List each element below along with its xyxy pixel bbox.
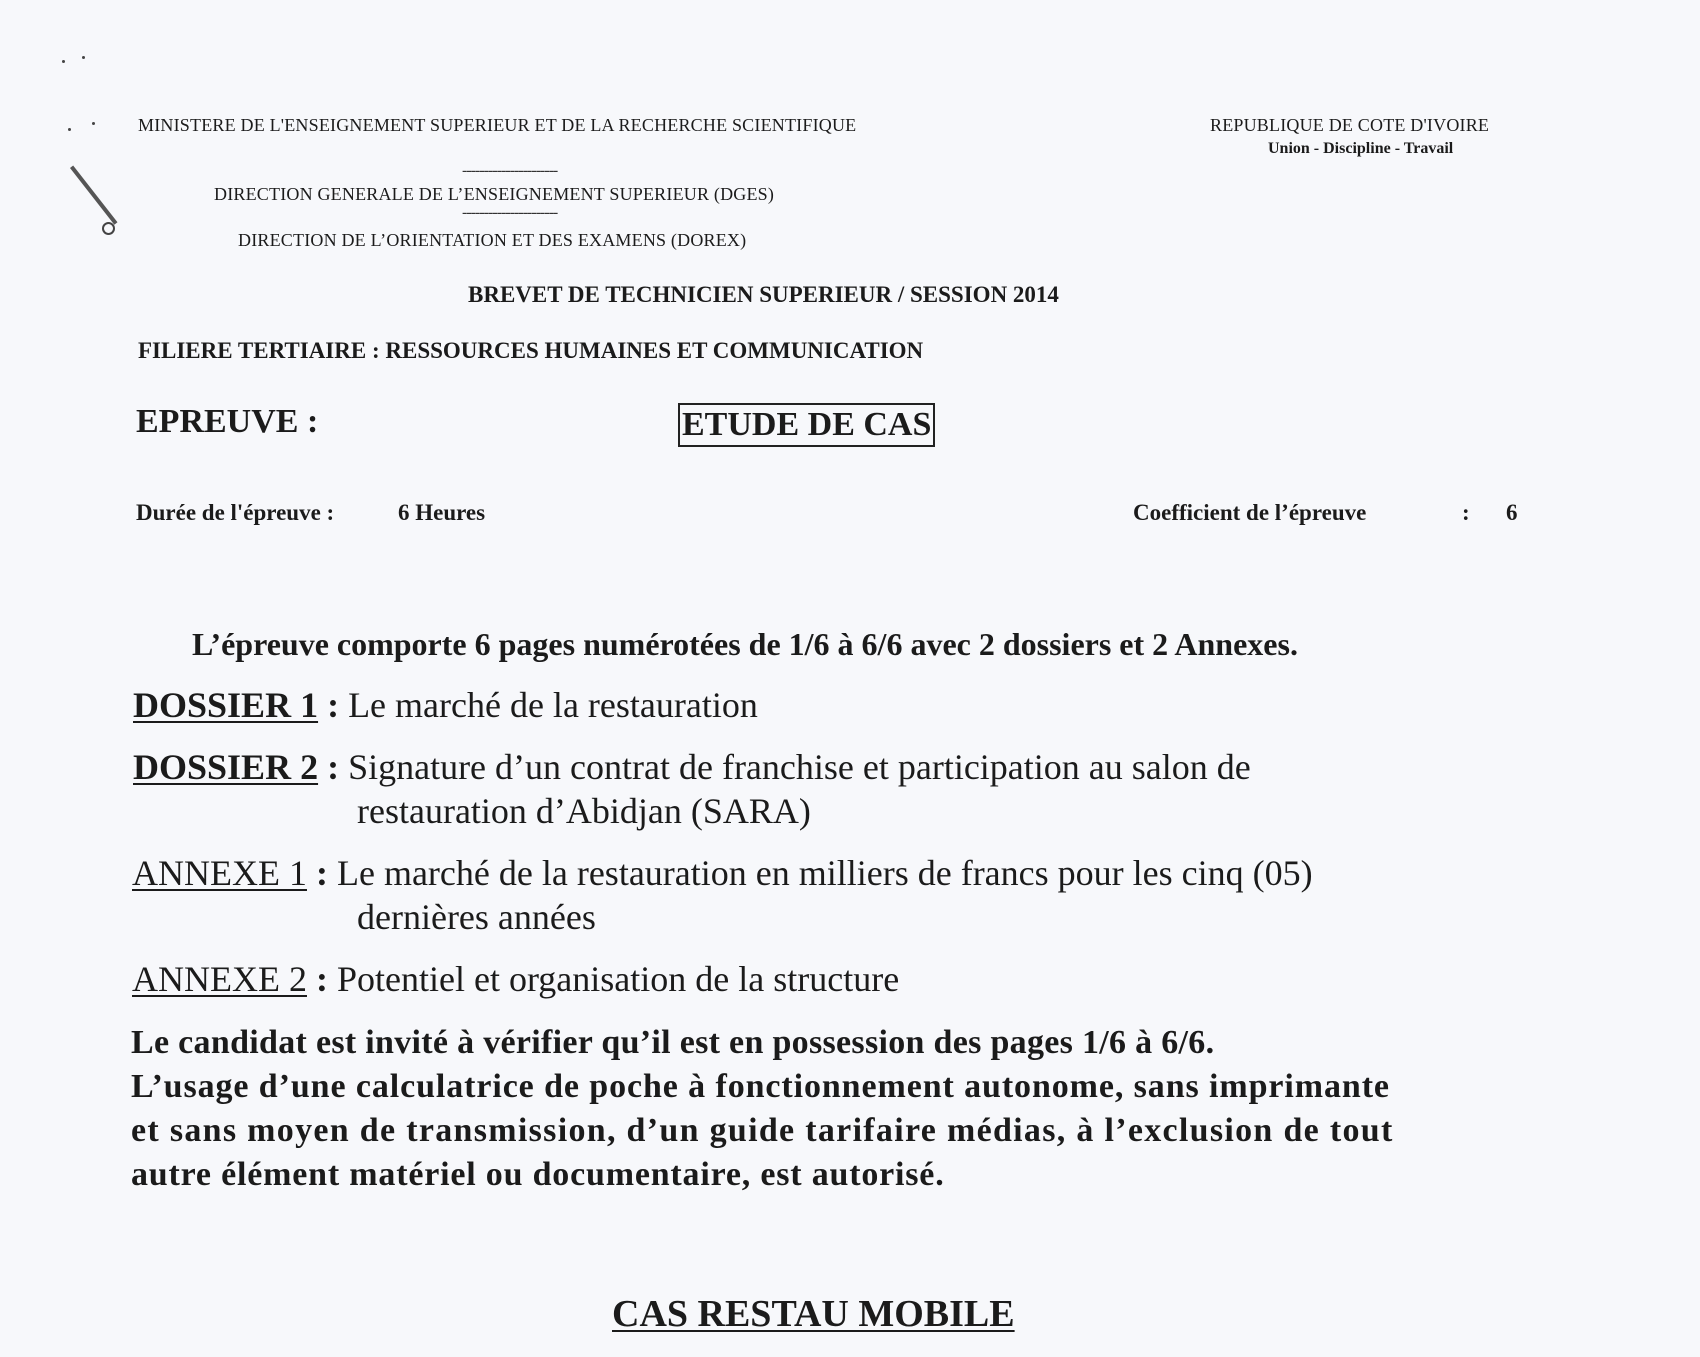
candidate-notice: Le candidat est invité à vérifier qu’il est en possession des pages 1/6 à 6/6. [131, 1024, 1215, 1061]
staple-hole [102, 222, 115, 235]
annexe-label: ANNEXE 2 [132, 959, 307, 999]
calculator-notice-line-1: L’usage d’une calculatrice de poche à fonctionnement autonome, sans imprimante [131, 1068, 1390, 1105]
calculator-notice-line-2: et sans moyen de transmission, d’un guide tarifaire médias, à l’exclusion de tout [131, 1112, 1394, 1149]
annexe-2-row [132, 958, 899, 1000]
dossier-1-row [133, 684, 758, 726]
coefficient-label: Coefficient de l’épreuve [1133, 500, 1367, 525]
case-title: CAS RESTAU MOBILE [612, 1293, 1015, 1335]
scan-speck [68, 128, 71, 131]
staple-mark [70, 166, 117, 225]
dges-header: DIRECTION GENERALE DE L’ENSEIGNEMENT SUPERIEUR (DGES) [214, 184, 775, 204]
separator-line: ---------------------- [462, 162, 558, 179]
duree-value: 6 Heures [398, 500, 486, 525]
scan-speck [92, 122, 95, 125]
scan-speck [82, 56, 85, 59]
epreuve-name-box: ETUDE DE CAS [678, 403, 935, 447]
exam-title: BREVET DE TECHNICIEN SUPERIEUR / SESSION 2014 [468, 282, 1059, 307]
coefficient-value: 6 [1506, 500, 1518, 525]
item-separator: : [318, 685, 349, 725]
item-separator: : [306, 959, 337, 999]
dossier-label: DOSSIER 1 [133, 685, 319, 725]
pages-info: L’épreuve comporte 6 pages numérotées de 1/6 à 6/6 avec 2 dossiers et 2 Annexes. [192, 626, 1298, 662]
annexe-description: Potentiel et organisation de la structure [336, 959, 900, 999]
dossier-description: Le marché de la restauration [348, 685, 758, 725]
duree-label: Durée de l'épreuve : [136, 500, 335, 525]
annexe-description: Le marché de la restauration en milliers de francs pour les cinq (05) [336, 853, 1313, 893]
filiere-line: FILIERE TERTIAIRE : RESSOURCES HUMAINES ET COMMUNICATION [138, 338, 924, 363]
item-separator: : [306, 853, 337, 893]
dossier-2-row [133, 746, 1251, 788]
annexe-1-row [132, 852, 1313, 894]
coefficient-colon: : [1462, 500, 1470, 525]
calculator-notice-line-3: autre élément matériel ou documentaire, est autorisé. [131, 1156, 945, 1193]
dossier-label: DOSSIER 2 [133, 747, 319, 787]
epreuve-label: EPREUVE : [136, 403, 319, 440]
national-motto: Union - Discipline - Travail [1268, 140, 1454, 157]
dossier-description: Signature d’un contrat de franchise et participation au salon de [348, 747, 1251, 787]
annexe-description-continued: dernières années [357, 897, 596, 937]
annexe-label: ANNEXE 1 [132, 853, 307, 893]
ministry-header: MINISTERE DE L'ENSEIGNEMENT SUPERIEUR ET DE LA RECHERCHE SCIENTIFIQUE [138, 115, 857, 135]
republic-header: REPUBLIQUE DE COTE D'IVOIRE [1210, 115, 1490, 135]
separator-line: ---------------------- [462, 204, 558, 221]
dorex-header: DIRECTION DE L’ORIENTATION ET DES EXAMENS (DOREX) [238, 230, 747, 250]
item-separator: : [318, 747, 349, 787]
dossier-description-continued: restauration d’Abidjan (SARA) [357, 791, 811, 831]
scan-speck [62, 60, 65, 63]
